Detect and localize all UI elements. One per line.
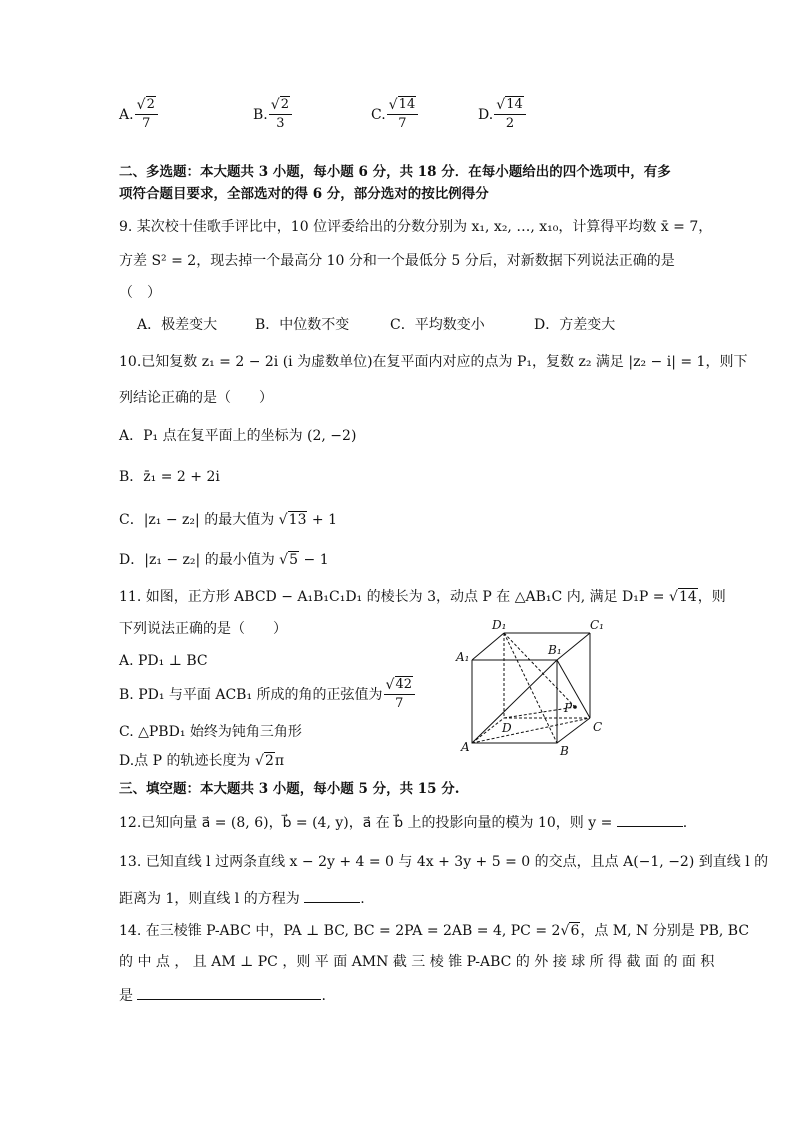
- q11-option-b-text: B. PD₁ 与平面 ACB₁ 所成的角的正弦值为: [119, 686, 383, 703]
- edge-a1-d1: [472, 633, 504, 660]
- label-c1: C₁: [590, 618, 604, 632]
- section2-heading-line2: 项符合题目要求，全部选对的得 6 分，部分选对的按比例得分: [119, 186, 489, 202]
- q14-line1-suffix: ，点 M, N 分别是 PB, BC: [580, 923, 750, 939]
- label-b: B: [560, 744, 569, 758]
- q12-text: 12.已知向量 a⃗ = (8, 6)，b⃗ = (4, y)，a⃗ 在 b⃗ 上的投影向量的模为 10，则 y =: [119, 815, 613, 831]
- q8-option-d-letter: D.: [478, 106, 494, 123]
- q8-option-c-denominator: 7: [398, 116, 407, 131]
- q8-option-a-denominator: 7: [142, 116, 151, 131]
- q10-line1: 10.已知复数 z₁ = 2 − 2i (i 为虚数单位)在复平面内对应的点为 P₁，复数 z₂ 满足 |z₂ − i| = 1，则下: [119, 354, 748, 370]
- q9-option-c: C．平均数变小: [390, 317, 485, 333]
- q13-end: .: [360, 891, 365, 907]
- label-d: D: [502, 721, 512, 735]
- q12-line: [119, 812, 687, 832]
- q11-option-c: C. △PBD₁ 始终为钝角三角形: [119, 724, 302, 740]
- q8-option-b-letter: B.: [253, 106, 268, 123]
- q13-line1: 13. 已知直线 l 过两条直线 x − 2y + 4 = 0 与 4x + 3y + 5 = 0 的交点，且点 A(−1, −2) 到直线 l 的: [119, 854, 769, 870]
- q8-option-c-numerator: 14: [398, 97, 416, 112]
- q11-option-d-radicand: 2: [264, 753, 274, 769]
- q12-end: .: [682, 815, 688, 831]
- label-c: C: [593, 720, 603, 734]
- q8-option-c: [371, 96, 418, 133]
- q8-option-b-numerator: 2: [280, 97, 290, 112]
- q8-option-a-letter: A.: [119, 106, 134, 123]
- label-a1: A₁: [456, 650, 470, 664]
- q8-option-b-denominator: 3: [276, 116, 285, 131]
- q11-line1-suffix: ，则: [697, 589, 726, 605]
- q10-option-c-text: C．|z₁ − z₂| 的最大值为: [119, 512, 279, 528]
- q13-answer-blank[interactable]: [304, 888, 360, 903]
- label-b1: B₁: [548, 643, 562, 657]
- q10-option-d-radicand: 5: [289, 552, 299, 568]
- q8-option-b-fraction: [269, 96, 292, 133]
- q8-option-a-numerator: 2: [146, 97, 155, 112]
- label-p: P: [564, 701, 573, 715]
- segment-d1-p-hidden: [504, 633, 575, 707]
- point-p: [573, 705, 577, 709]
- segment-b1-c: [557, 660, 590, 718]
- label-a: A: [461, 740, 470, 754]
- q13-line2: [119, 888, 365, 908]
- q8-option-d: [478, 96, 526, 133]
- q10-option-d: [119, 551, 329, 569]
- q10-option-d-suffix: − 1: [299, 552, 329, 568]
- q8-option-c-letter: C.: [371, 106, 386, 123]
- edge-b1-c1: [557, 633, 590, 660]
- q11-option-b-denominator: 7: [395, 696, 404, 711]
- q10-option-c-radicand: 13: [288, 512, 307, 528]
- q8-option-b: [253, 96, 292, 133]
- q8-option-a-fraction: [135, 96, 158, 133]
- q11-line1-text: 11. 如图，正方形 ABCD − A₁B₁C₁D₁ 的棱长为 3，动点 P 在 △AB₁C 内, 满足 D₁P =: [119, 589, 669, 605]
- q13-line2-text: 距离为 1，则直线 l 的方程为: [119, 891, 300, 907]
- segment-a-c-hidden: [472, 718, 590, 743]
- q11-line1: [119, 588, 726, 606]
- q8-option-d-denominator: 2: [505, 116, 515, 131]
- q10-line2: 列结论正确的是（ ）: [119, 390, 273, 406]
- q11-option-b-numerator: 42: [395, 677, 413, 692]
- q14-line3: [119, 985, 326, 1005]
- q10-option-d-text: D．|z₁ − z₂| 的最小值为: [119, 552, 280, 568]
- q11-option-d-suffix: π: [274, 753, 285, 769]
- q11-option-b: [119, 676, 415, 713]
- q14-answer-blank[interactable]: [137, 985, 321, 1000]
- q14-end: .: [321, 988, 326, 1004]
- q11-line1-radicand: 14: [678, 589, 697, 605]
- q9-line2: 方差 S² = 2，现去掉一个最高分 10 分和一个最低分 5 分后，对新数据下列说法正确的是: [119, 253, 675, 269]
- q8-option-a: [119, 96, 158, 133]
- q9-option-a: A．极差变大: [137, 317, 218, 333]
- q10-option-c: [119, 511, 337, 529]
- q14-line2: 的 中 点 ， 且 AM ⊥ PC ，则 平 面 AMN 截 三 棱 锥 P-ABC 的 外 接 球 所 得 截 面 的 面 积: [119, 954, 715, 970]
- q11-option-d: [119, 752, 284, 770]
- q9-answer-paren: （ ）: [119, 285, 161, 301]
- q10-option-c-suffix: + 1: [307, 512, 338, 528]
- q10-option-a: A．P₁ 点在复平面上的坐标为 (2, −2): [119, 428, 357, 444]
- q14-line3-text: 是: [119, 988, 133, 1004]
- q8-option-c-fraction: [387, 96, 419, 133]
- q12-answer-blank[interactable]: [617, 812, 683, 827]
- section2-heading-line1: 二、多选题：本大题共 3 小题，每小题 6 分，共 18 分．在每小题给出的四个选项中，有多: [119, 164, 671, 180]
- edge-b-c: [557, 718, 590, 743]
- q14-line1-text: 14. 在三棱锥 P-ABC 中，PA ⊥ BC, BC = 2PA = 2AB = 4, PC = 2: [119, 923, 561, 939]
- q11-cube-figure: [452, 615, 622, 760]
- q9-option-b: B．中位数不变: [255, 317, 350, 333]
- q11-option-d-text: D.点 P 的轨迹长度为: [119, 753, 255, 769]
- label-d1: D₁: [492, 618, 507, 632]
- q14-line1-radicand: 6: [570, 923, 580, 939]
- q8-option-d-fraction: [494, 96, 526, 133]
- segment-a-b1: [472, 660, 557, 743]
- q11-line2: 下列说法正确的是（ ）: [119, 621, 287, 637]
- q9-option-d: D．方差变大: [534, 317, 616, 333]
- q8-option-d-numerator: 14: [506, 97, 523, 112]
- q11-option-a: A. PD₁ ⊥ BC: [119, 653, 208, 669]
- q9-line1: 9. 某次校十佳歌手评比中，10 位评委给出的分数分别为 x₁, x₂, …, x₁₀，计算得平均数 x̄ = 7，: [119, 219, 713, 235]
- section3-heading: 三、填空题：本大题共 3 小题，每小题 5 分，共 15 分.: [119, 781, 460, 797]
- q10-option-b: B．z̄₁ = 2 + 2i: [119, 469, 220, 485]
- q11-option-b-fraction: [384, 676, 416, 713]
- q14-line1: [119, 922, 749, 940]
